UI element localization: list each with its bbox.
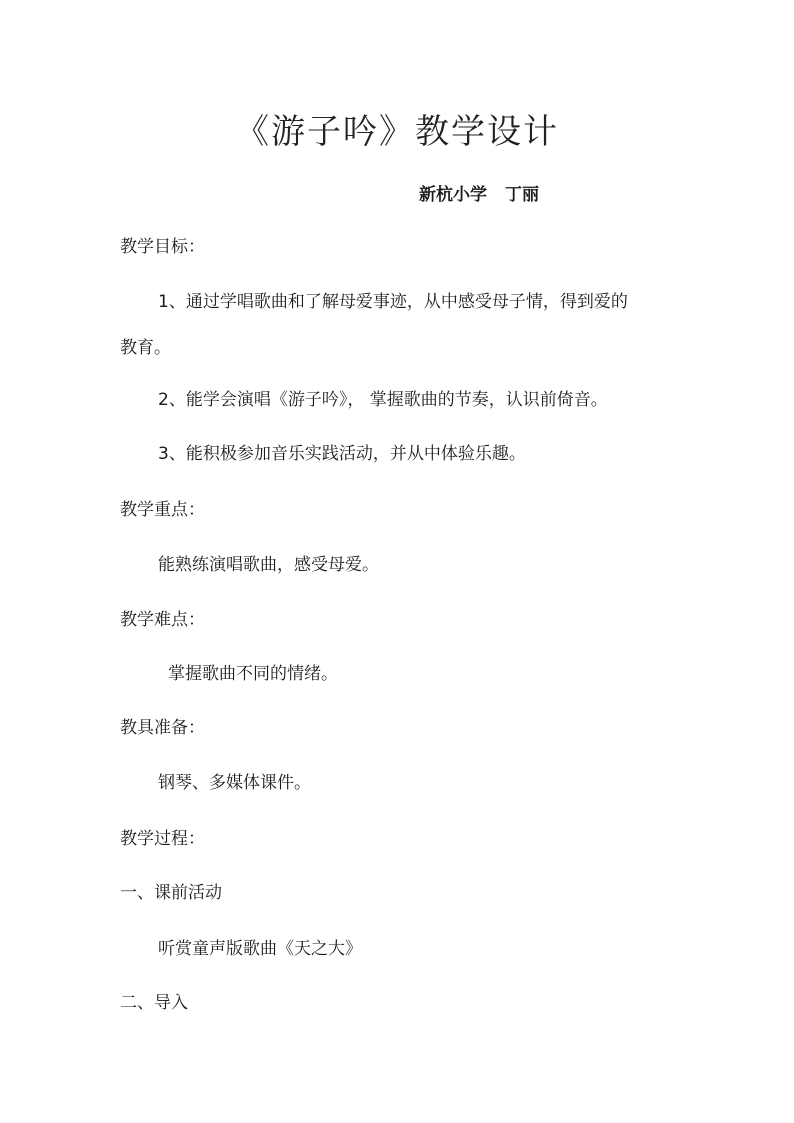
tools-text: 钢琴、多媒体课件。 [158, 773, 311, 793]
key-points-text: 能熟练演唱歌曲，感受母爱。 [158, 555, 379, 575]
tools-heading: 教具准备： [120, 718, 205, 738]
author-line [419, 180, 539, 205]
difficulty-text: 掌握歌曲不同的情绪。 [168, 664, 338, 684]
difficulty-heading: 教学难点： [120, 610, 205, 630]
goal-2: 2、能学会演唱《游子吟》， 掌握歌曲的节奏，认识前倚音。 [158, 390, 608, 410]
process-heading: 教学过程： [120, 829, 205, 849]
goal-3: 3、能积极参加音乐实践活动，并从中体验乐趣。 [158, 444, 526, 464]
step-2-heading: 二、导入 [120, 993, 188, 1013]
goal-1-line-1: 1、通过学唱歌曲和了解母爱事迹，从中感受母子情，得到爱的 [158, 292, 628, 312]
key-points-heading: 教学重点： [120, 500, 205, 520]
page-title: 《游子吟》教学设计 [235, 112, 559, 152]
author-school: 新杭小学 [419, 185, 487, 205]
step-1-heading: 一、课前活动 [120, 883, 222, 903]
goals-heading: 教学目标： [120, 237, 205, 257]
step-1-text: 听赏童声版歌曲《天之大》 [158, 939, 362, 959]
goal-1-line-2: 教育。 [120, 338, 171, 358]
author-name: 丁丽 [505, 185, 539, 205]
